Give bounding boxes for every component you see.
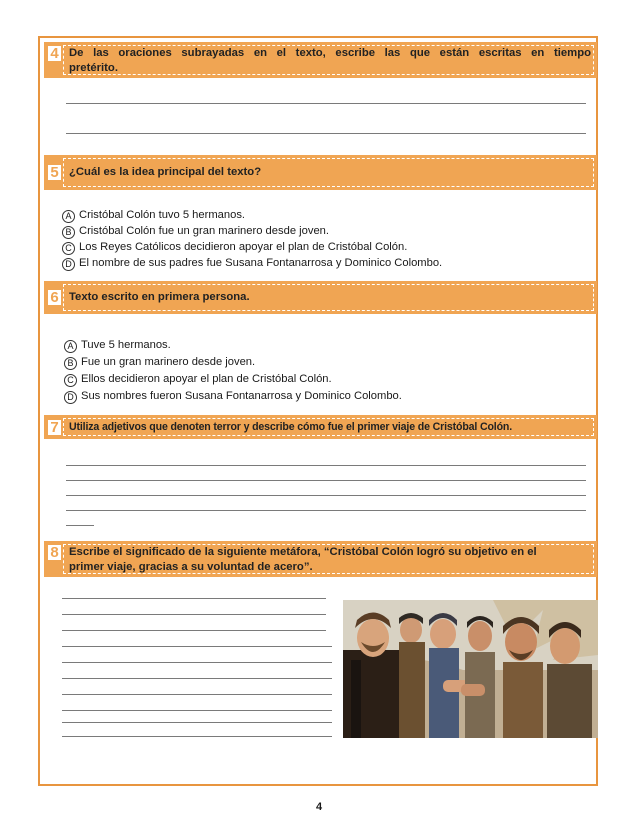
option-letter-circle: B [64, 357, 77, 370]
option-letter-circle: C [62, 242, 75, 255]
answer-line[interactable] [62, 722, 332, 723]
option-item[interactable] [62, 224, 329, 239]
option-text: El nombre de sus padres fue Susana Fontanarrosa y Dominico Colombo. [79, 257, 443, 269]
option-text: Fue un gran marinero desde joven. [81, 356, 256, 368]
option-letter-circle: D [62, 258, 75, 271]
option-letter-circle: B [62, 226, 75, 239]
question-4-text-line2: pretérito. [69, 62, 118, 74]
question-5-text: ¿Cuál es la idea principal del texto? [69, 166, 262, 178]
question-number-8: 8 [48, 545, 61, 560]
columbus-sailors-illustration [343, 600, 598, 738]
option-text: Cristóbal Colón fue un gran marinero desde joven. [79, 225, 329, 237]
question-number-4: 4 [48, 46, 61, 61]
answer-line[interactable] [62, 646, 332, 647]
answer-line[interactable] [62, 736, 332, 737]
question-7-bar [44, 415, 597, 439]
question-4-text-line1: De las oraciones subrayadas en el texto, escribe las que están escritas en tiempo [69, 47, 591, 59]
page-number: 4 [315, 801, 323, 813]
answer-line[interactable] [66, 525, 94, 526]
figure-center-left [399, 613, 425, 738]
option-text: Los Reyes Católicos decidieron apoyar el plan de Cristóbal Colón. [79, 241, 408, 253]
answer-line[interactable] [62, 662, 332, 663]
answer-line[interactable] [62, 710, 332, 711]
question-6-text: Texto escrito en primera persona. [69, 291, 250, 303]
option-item[interactable] [62, 256, 442, 271]
answer-line[interactable] [62, 694, 332, 695]
option-item[interactable] [62, 240, 407, 255]
answer-line[interactable] [62, 614, 326, 615]
option-item[interactable] [64, 372, 332, 387]
option-item[interactable] [64, 355, 255, 370]
question-5-bar [44, 155, 597, 190]
answer-line[interactable] [66, 480, 586, 481]
answer-line[interactable] [66, 133, 586, 134]
option-text: Cristóbal Colón tuvo 5 hermanos. [79, 209, 246, 221]
question-8-bar [44, 541, 597, 577]
answer-line[interactable] [62, 598, 326, 599]
question-number-7: 7 [48, 420, 61, 435]
answer-line[interactable] [66, 510, 586, 511]
question-8-text-line2: primer viaje, gracias a su voluntad de acero”. [69, 561, 313, 573]
option-letter-circle: D [64, 391, 77, 404]
question-7-text: Utiliza adjetivos que denoten terror y describe cómo fue el primer viaje de Cristóbal Colón. [69, 421, 513, 433]
question-number-5: 5 [48, 165, 61, 180]
option-item[interactable] [64, 389, 402, 404]
question-8-text-line1: Escribe el significado de la siguiente metáfora, “Cristóbal Colón logró su objetivo en el [69, 546, 537, 558]
question-6-bar [44, 281, 597, 314]
option-letter-circle: A [64, 340, 77, 353]
option-item[interactable] [64, 338, 171, 353]
option-text: Sus nombres fueron Susana Fontanarrosa y Dominico Colombo. [81, 390, 402, 402]
option-letter-circle: C [64, 374, 77, 387]
answer-line[interactable] [66, 495, 586, 496]
answer-line[interactable] [62, 678, 332, 679]
option-letter-circle: A [62, 210, 75, 223]
option-text: Tuve 5 hermanos. [81, 339, 171, 351]
answer-line[interactable] [66, 465, 586, 466]
illustration-svg [343, 600, 598, 738]
answer-line[interactable] [66, 103, 586, 104]
question-number-6: 6 [48, 290, 61, 305]
option-text: Ellos decidieron apoyar el plan de Cristóbal Colón. [81, 373, 332, 385]
option-item[interactable] [62, 208, 245, 223]
question-4-bar [44, 42, 597, 78]
answer-line[interactable] [62, 630, 326, 631]
